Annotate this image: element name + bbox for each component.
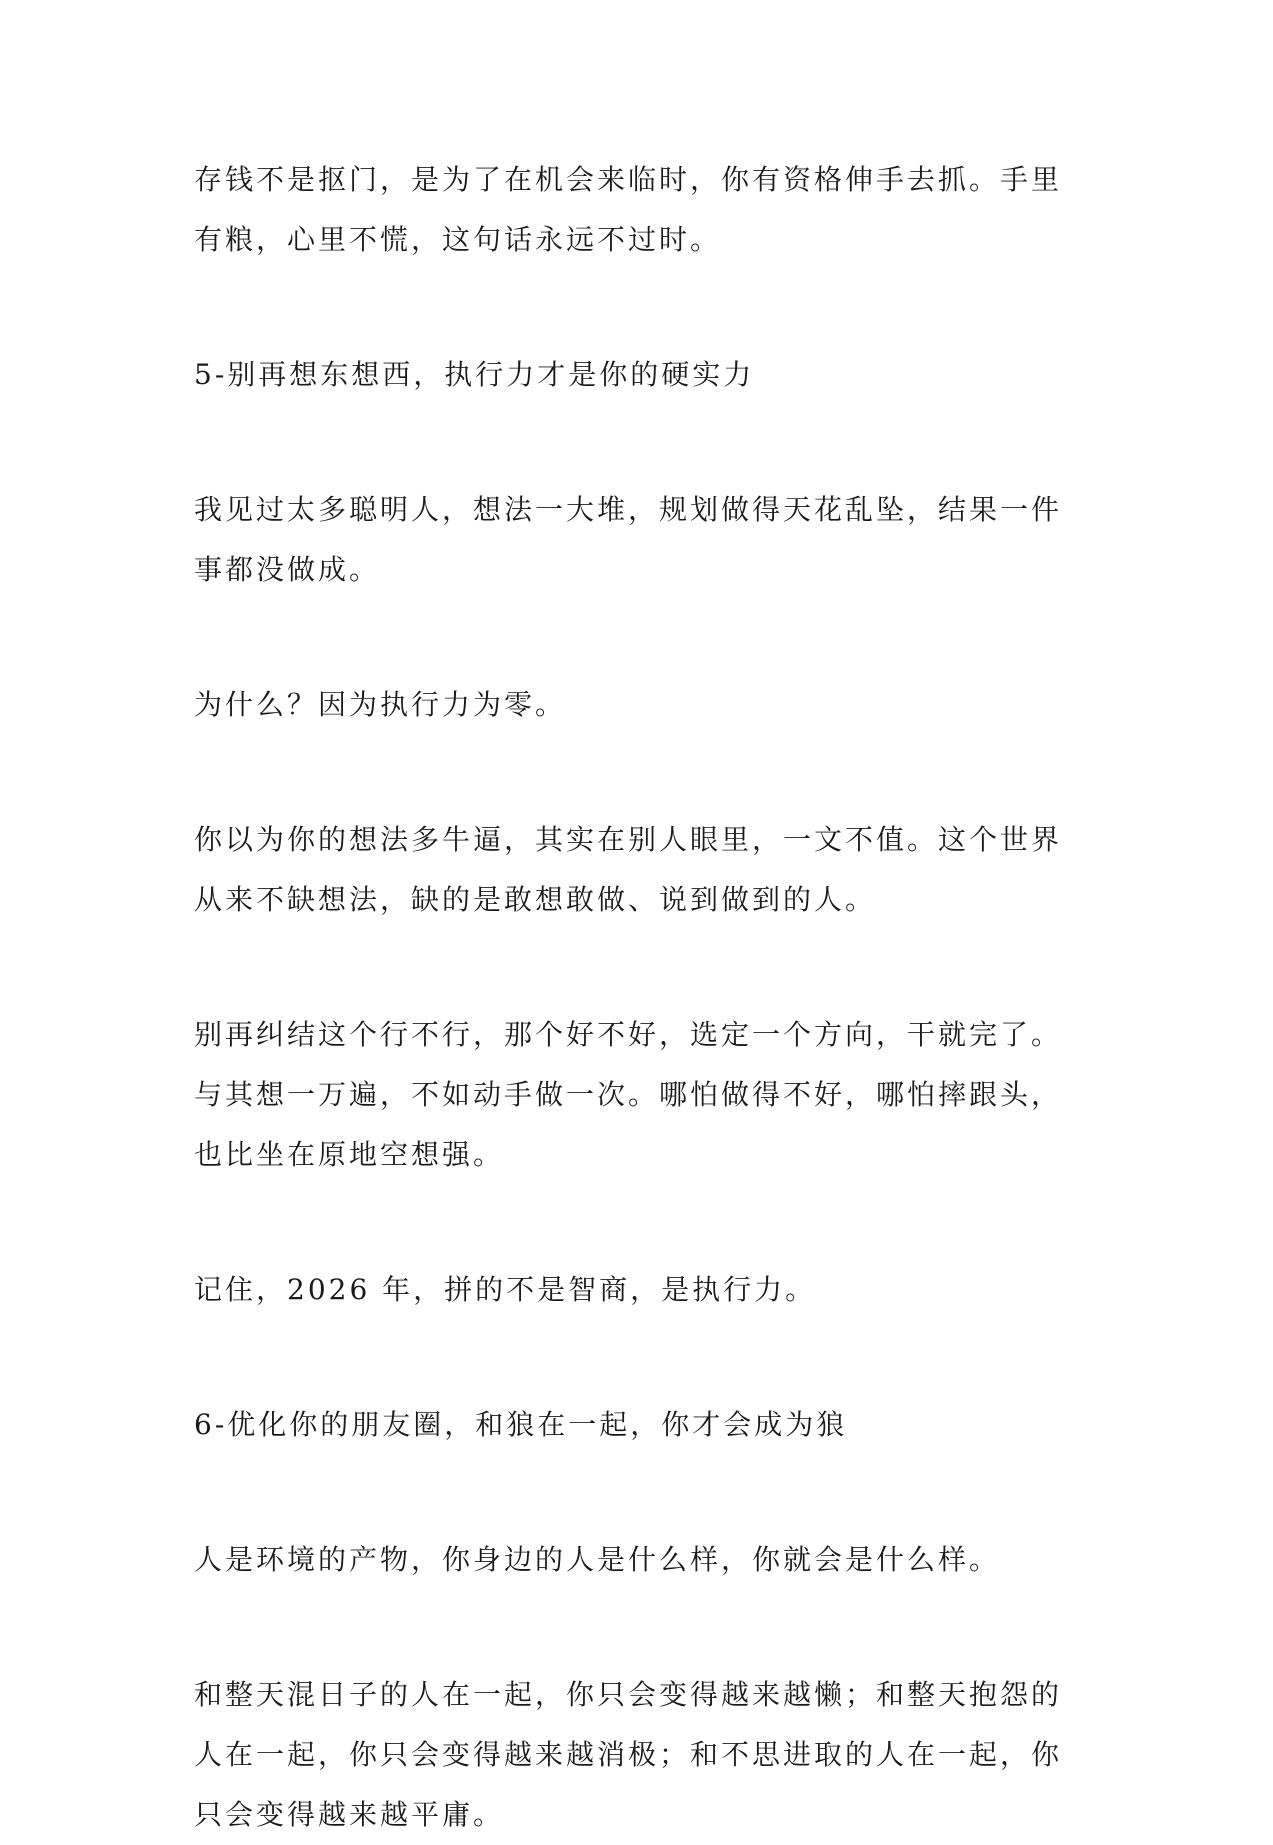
paragraph bbox=[194, 150, 1094, 270]
document-body bbox=[194, 150, 1094, 1845]
paragraph-spacer bbox=[194, 405, 1094, 480]
paragraph-line: 你以为你的想法多牛逼，其实在别人眼里，一文不值。这个世界 bbox=[194, 823, 1063, 856]
paragraph-spacer bbox=[194, 1590, 1094, 1665]
paragraph-spacer bbox=[194, 735, 1094, 810]
paragraph-line: 也比坐在原地空想强。 bbox=[194, 1138, 505, 1171]
paragraph-line: 存钱不是抠门，是为了在机会来临时，你有资格伸手去抓。手里 bbox=[194, 163, 1063, 196]
paragraph-line: 别再纠结这个行不行，那个好不好，选定一个方向，干就完了。 bbox=[194, 1018, 1063, 1051]
section-heading bbox=[194, 1395, 1094, 1455]
paragraph-spacer bbox=[194, 600, 1094, 675]
paragraph-line: 从来不缺想法，缺的是敢想敢做、说到做到的人。 bbox=[194, 883, 877, 916]
paragraph bbox=[194, 1005, 1094, 1185]
heading-text: 6-优化你的朋友圈，和狼在一起，你才会成为狼 bbox=[194, 1408, 848, 1441]
paragraph-spacer bbox=[194, 270, 1094, 345]
paragraph bbox=[194, 810, 1094, 930]
paragraph bbox=[194, 480, 1094, 600]
paragraph-spacer bbox=[194, 1320, 1094, 1395]
paragraph-line: 人是环境的产物，你身边的人是什么样，你就会是什么样。 bbox=[194, 1543, 1001, 1576]
paragraph bbox=[194, 1665, 1094, 1845]
paragraph-spacer bbox=[194, 930, 1094, 1005]
paragraph-spacer bbox=[194, 1185, 1094, 1260]
paragraph-line: 事都没做成。 bbox=[194, 553, 381, 586]
section-heading bbox=[194, 345, 1094, 405]
paragraph-spacer bbox=[194, 1455, 1094, 1530]
paragraph-line: 我见过太多聪明人，想法一大堆，规划做得天花乱坠，结果一件 bbox=[194, 493, 1063, 526]
paragraph bbox=[194, 1260, 1094, 1320]
paragraph-line: 为什么？因为执行力为零。 bbox=[194, 688, 567, 721]
paragraph bbox=[194, 675, 1094, 735]
paragraph-line: 记住，2026 年，拼的不是智商，是执行力。 bbox=[194, 1273, 817, 1306]
paragraph-line: 有粮，心里不慌，这句话永远不过时。 bbox=[194, 223, 722, 256]
paragraph-line: 与其想一万遍，不如动手做一次。哪怕做得不好，哪怕摔跟头， bbox=[194, 1078, 1063, 1111]
paragraph bbox=[194, 1530, 1094, 1590]
paragraph-line: 只会变得越来越平庸。 bbox=[194, 1798, 505, 1831]
paragraph-line: 人在一起，你只会变得越来越消极；和不思进取的人在一起，你 bbox=[194, 1738, 1063, 1771]
heading-text: 5-别再想东想西，执行力才是你的硬实力 bbox=[194, 358, 755, 391]
paragraph-line: 和整天混日子的人在一起，你只会变得越来越懒；和整天抱怨的 bbox=[194, 1678, 1063, 1711]
